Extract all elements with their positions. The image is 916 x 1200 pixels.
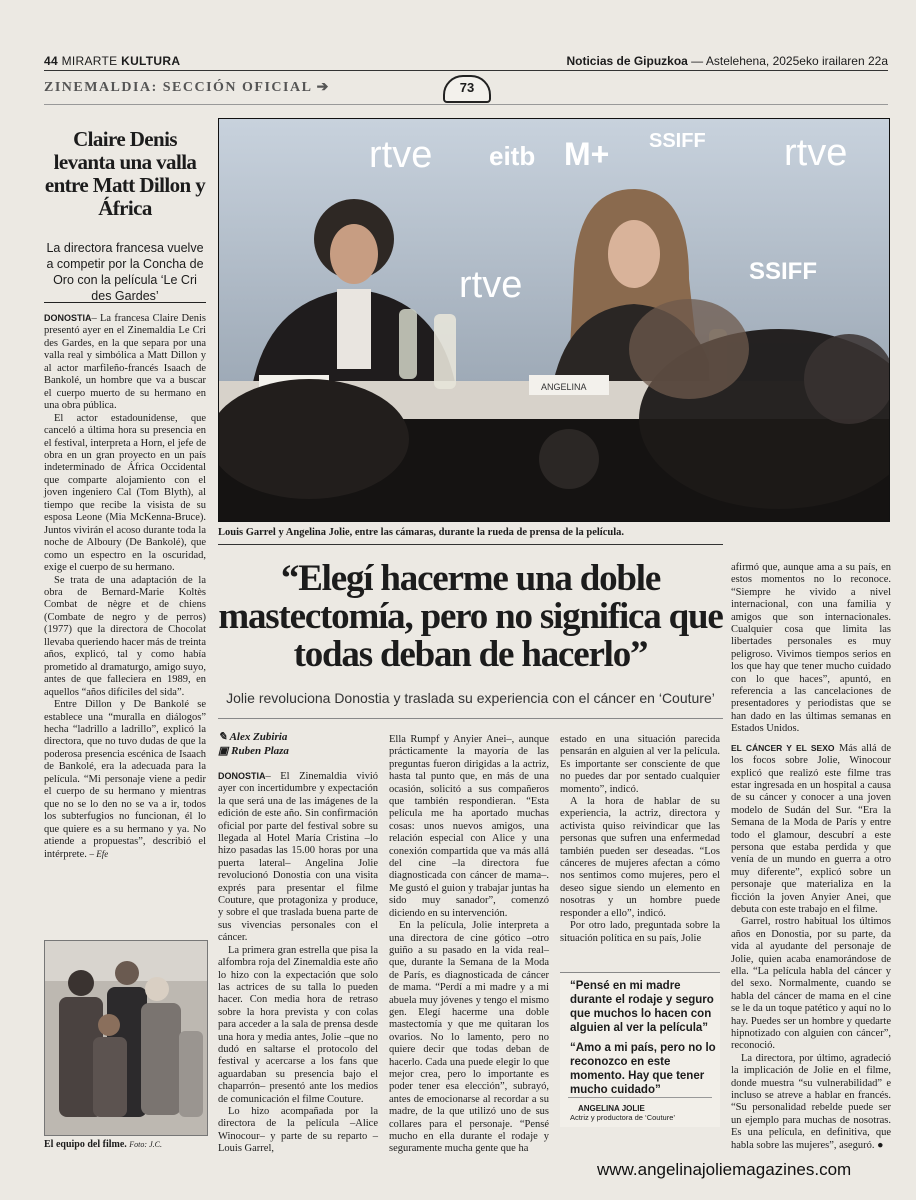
caption-divider	[218, 544, 723, 545]
byline-photographer: ▣ Ruben Plaza	[218, 745, 289, 757]
main-headline: “Elegí hacerme una doble mastectomía, pero no significa que todas deban de hacerlo”	[218, 558, 723, 675]
logo-eitb: eitb	[489, 141, 536, 171]
festival-badge: 73	[443, 75, 491, 103]
logo-movistar: M+	[564, 136, 610, 172]
arrow-icon: ➔	[316, 80, 330, 95]
main-dateline: DONOSTIA	[218, 771, 266, 781]
logo-ssiff: SSIFF	[649, 130, 706, 152]
subsection-lead: EL CÁNCER Y EL SEXO	[731, 742, 835, 753]
article-paragraph: estado en una situación parecida pensarán en alguien al ver la película. Es importante ser consciente de que no puedes dar por sentado cualquier momento”, indicó.	[560, 734, 720, 795]
team-photo-caption	[44, 1139, 219, 1150]
logo-rtve-3: rtve	[459, 264, 523, 306]
section-bar	[44, 79, 344, 96]
pull-quote-box	[560, 972, 720, 1127]
sidebar-dateline: DONOSTIA	[44, 313, 92, 323]
sidebar-paragraph: DONOSTIA– La francesa Claire Denis presentó ayer en el Zinemaldia Le Cri des Gardes, en la que separa por una valla real y simbólica a Matt Dillon y al actor marfileño-francés Isaach de Bankolé, un hombre que va a buscar el cuerpo muerto de su hermano en una obra pública.	[44, 313, 206, 412]
press-conference-illustration	[219, 119, 889, 521]
watermark-link[interactable]: www.angelinajoliemagazines.com	[597, 1160, 852, 1179]
article-paragraph: La primera gran estrella que pisa la alfombra roja del Zinemaldia este año lo hizo con la expectación que solo las actrices de su talla lo pueden hacer. Con media hora de retraso sobre la hora prevista y con colas para acceder a la sala de prensa desde una hora y media antes, Jolie –que no dudó en saltarse el protocolo del festival y acercarse a los fans que aguardaban su presencia bajo el chaparrón– presentó ante los medios de comunicación el filme Couture.	[218, 944, 378, 1105]
article-paragraph: En la película, Jolie interpreta a una directora de cine gótico –otro guiño a su pasado en la vida real– que, durante la Semana de la Moda de París, es diagnosticada de cáncer de mama. “Perdí a mi madre y a mi abuela muy jóvenes y tengo el mismo gen. Elegí hacerme una doble mastectomía y que me quitaran los ovarios. No lo lamento, pero no quiere decir que todas deban de hacerlo. Cada una puede elegir lo que mejor crea, pero lo importante es poder tener esa elección”, subrayó, antes de emocionarse al recordar a su madre, de la que utilizó uno de sus collares para el personaje. “Pensé mucho en ella durante el rodaje y seguramente mucha gente que ha	[389, 920, 549, 1155]
article-paragraph: Ella Rumpf y Anyier Anei–, aunque prácticamente la mayoría de las preguntas fueron dirigidas a la actriz, hasta tal punto que, en más de una ocasión, solicitó a sus compañeros que también respondieran. “Esta película me ha aportado muchas cosas: unos nuevos amigos, una relación especial con Alice y una conexión compartida que va más allá del cine –la directora fue diagnosticada con cáncer de mama–. Me gustó el guion y trabajar juntas ha sido muy sanador”, comenzó diciendo en su intervención.	[389, 734, 549, 919]
article-column-4	[731, 562, 891, 1152]
team-photo-illustration	[45, 941, 207, 1135]
section-label: ZINEMALDIA: SECCIÓN OFICIAL	[44, 80, 312, 95]
newspaper-name: Noticias de Gipuzkoa	[566, 54, 688, 68]
team-photo-credit: Foto: J.C.	[129, 1140, 162, 1149]
article-paragraph: DONOSTIA– El Zinemaldia vivió ayer con incertidumbre y expectación la que será una de las imágenes de la edición de este año. Sin confirmación oficial por parte del festival sobre su llegada al Hotel María Cristina –lo hizo pasadas las 15.00 horas por una puerta lateral– Angelina Jolie revolucionó Donostia con una visita exprés para presentar el filme Couture, que protagoniza y produce, y sobre el que traslada buena parte de sus vivencias personales con el cáncer.	[218, 771, 378, 944]
sidebar-paragraph: El actor estadounidense, que canceló a última hora su presencia en el festival, interpreta a Horn, el jefe de obra en un gran proyecto en un país indeterminado de África Occidental que comparte alojamiento con el joven ingeniero Cal (Tom Blyth), al tiempo que recibe la visista de su esposa Leone (Mia McKenna-Bruce). Juntos vivirán el acoso durante toda la noche de Alboury (De Bankolé), que como un espectro en la oscuridad, exige el cuerpo de su hermano.	[44, 412, 206, 574]
press-conference-photo	[218, 118, 890, 522]
sidebar-divider	[44, 302, 206, 303]
sidebar-paragraph: Entre Dillon y De Bankolé se establece una “muralla en diálogos” hecha “ladrillo a ladrillo”, explicó la directora, que no tuvo dudas de que la poderosa presencia escénica de Isaach de Bankolé, era la adecuada para la película. “Mi personaje viene a pedir el cuerpo de su hermano y mientras que no se lo den no se va a ir, todos los subterfugios no funcionan, él lo que quiere es a su hermano y ya. No atiende a propuestas”, describió el intérprete. – Efe	[44, 699, 206, 861]
section-divider	[44, 104, 888, 105]
header-right: Noticias de Gipuzkoa — Astelehena, 2025eko irailaren 22a	[566, 54, 888, 68]
header-left	[44, 54, 180, 68]
article-paragraph: La directora, por último, agradeció la implicación de Jolie en el filme, donde muestra “su vulnerabilidad” e incluso se atreve a hablar en francés. “Su personalidad rebelde puede ser un ejemplo para muchas de nosotras. Es una película, en definitiva, que habla sobre las mujeres”, aseguró. ●	[731, 1052, 891, 1151]
pull-quote-speaker: ANGELINA JOLIE	[568, 1097, 712, 1113]
section-tag: KULTURA	[121, 54, 181, 68]
main-photo-caption: Louis Garrel y Angelina Jolie, entre las cámaras, durante la rueda de prensa de la película.	[218, 527, 624, 538]
page-number: 44	[44, 54, 58, 68]
article-paragraph: afirmó que, aunque ama a su país, en estos momentos no lo reconoce. “Siempre he vivido a nivel internacional, con una familia y amigos que son internacionales. Cualquier cosa que limita las libertades personales es muy peligroso. Vivimos tiempos serios en los que hay que tener mucho cuidado con lo que haces”, apuntó, en referencia a las cancelaciones de presentadores y periodistas que se han dado en las últimas semanas en Estados Unidos.	[731, 562, 891, 735]
team-photo	[44, 940, 208, 1136]
team-caption-text: El equipo del filme.	[44, 1139, 127, 1150]
logo-rtve-2: rtve	[784, 132, 848, 174]
pull-quote-role: Actriz y productora de ‘Couture’	[570, 1113, 676, 1122]
byline-author: ✎ Alex Zubiria	[218, 731, 288, 743]
article-paragraph: Lo hizo acompañada por la directora de la película –Alice Winocour– y parte de su reparto –Louis Garrel,	[218, 1105, 378, 1155]
sidebar-deck: La directora francesa vuelve a competir por la Concha de Oro con la película ‘Le Cri des Gardes’	[46, 241, 204, 303]
sidebar-body	[44, 312, 206, 862]
logo-rtve: rtve	[369, 134, 433, 176]
article-paragraph: A la hora de hablar de su experiencia, la actriz, directora y activista quiso reivindicar que las personas que sufren una enfermedad también pueden ser deseadas. “Los cánceres de mujeres afectan a cómo nos sentimos como mujeres, pero el deseo sigue siendo un elemento en nosotras y un hombre puede responder a ello”, indicó.	[560, 796, 720, 919]
sidebar-paragraph: Se trata de una adaptación de la obra de Bernard-Marie Koltès Combat de nègre et de chiens (Combate de negro y de perros) (1977) que la directora de Chocolat llevaba queriendo hacer más de treinta años, explicó, tal y como había prometido al dramaturgo, amigo suyo, antes de que falleciera en 1989, en aquellos “años difíciles del sida”.	[44, 574, 206, 698]
end-mark-icon: ●	[877, 1139, 884, 1151]
article-paragraph: EL CÁNCER Y EL SEXO Más allá de los focos sobre Jolie, Winocour explicó que realizó este filme tras estar ingresada en un hospital a causa de su cáncer y conocer a una joven modelo de Sudán del Sur. “Era la Semana de la Moda de París y entre todo el glamour, descubrí a este persona que estaba perdida y que venía de un mundo en guerra a otro muy diferente”, explicó sobre un personaje que materializa en la ficción la joven Anyier Anei, que debuta con este trabajo en el filme.	[731, 742, 891, 915]
issue-date: Astelehena, 2025eko irailaren 22a	[705, 54, 888, 68]
article-paragraph: Garrel, rostro habitual los últimos años en Donostia, por su parte, da vida al ayudante del personaje de Jolie, quien acaba enamorándose de ella. “La película habla del cáncer y del sexo. Normalmente, cuando se habla del cáncer de mama en el cine se le da un toque patético y aquí no lo hay. Puedes ser un hombre y quedarte hipnotizado con alguien con cáncer”, reconoció.	[731, 916, 891, 1052]
pull-quote-2: “Amo a mi país, pero no lo reconozco en este momento. Hay que tener mucho cuidado”	[570, 1042, 716, 1096]
main-subheadline: Jolie revoluciona Donostia y traslada su experiencia con el cáncer en ‘Couture’	[226, 690, 715, 706]
agency-credit: – Efe	[89, 849, 109, 860]
article-paragraph: Por otro lado, preguntada sobre la situación política en su país, Jolie	[560, 920, 720, 944]
byline	[218, 730, 378, 758]
name-card-angelina: ANGELINA	[541, 382, 587, 392]
article-column-3	[560, 734, 720, 945]
pull-quote-1: “Pensé en mi madre durante el rodaje y seguro que muchos lo hacen con alguien al ver la película”	[570, 980, 714, 1034]
subheadline-divider	[218, 718, 723, 719]
sidebar-headline: Claire Denis levanta una valla entre Matt Dillon y África	[44, 127, 206, 220]
page-header	[44, 52, 888, 71]
section-name: MIRARTE	[61, 54, 118, 68]
article-column-1	[218, 770, 378, 1156]
logo-ssiff-2: SSIFF	[749, 258, 818, 285]
article-column-2	[389, 734, 549, 1156]
